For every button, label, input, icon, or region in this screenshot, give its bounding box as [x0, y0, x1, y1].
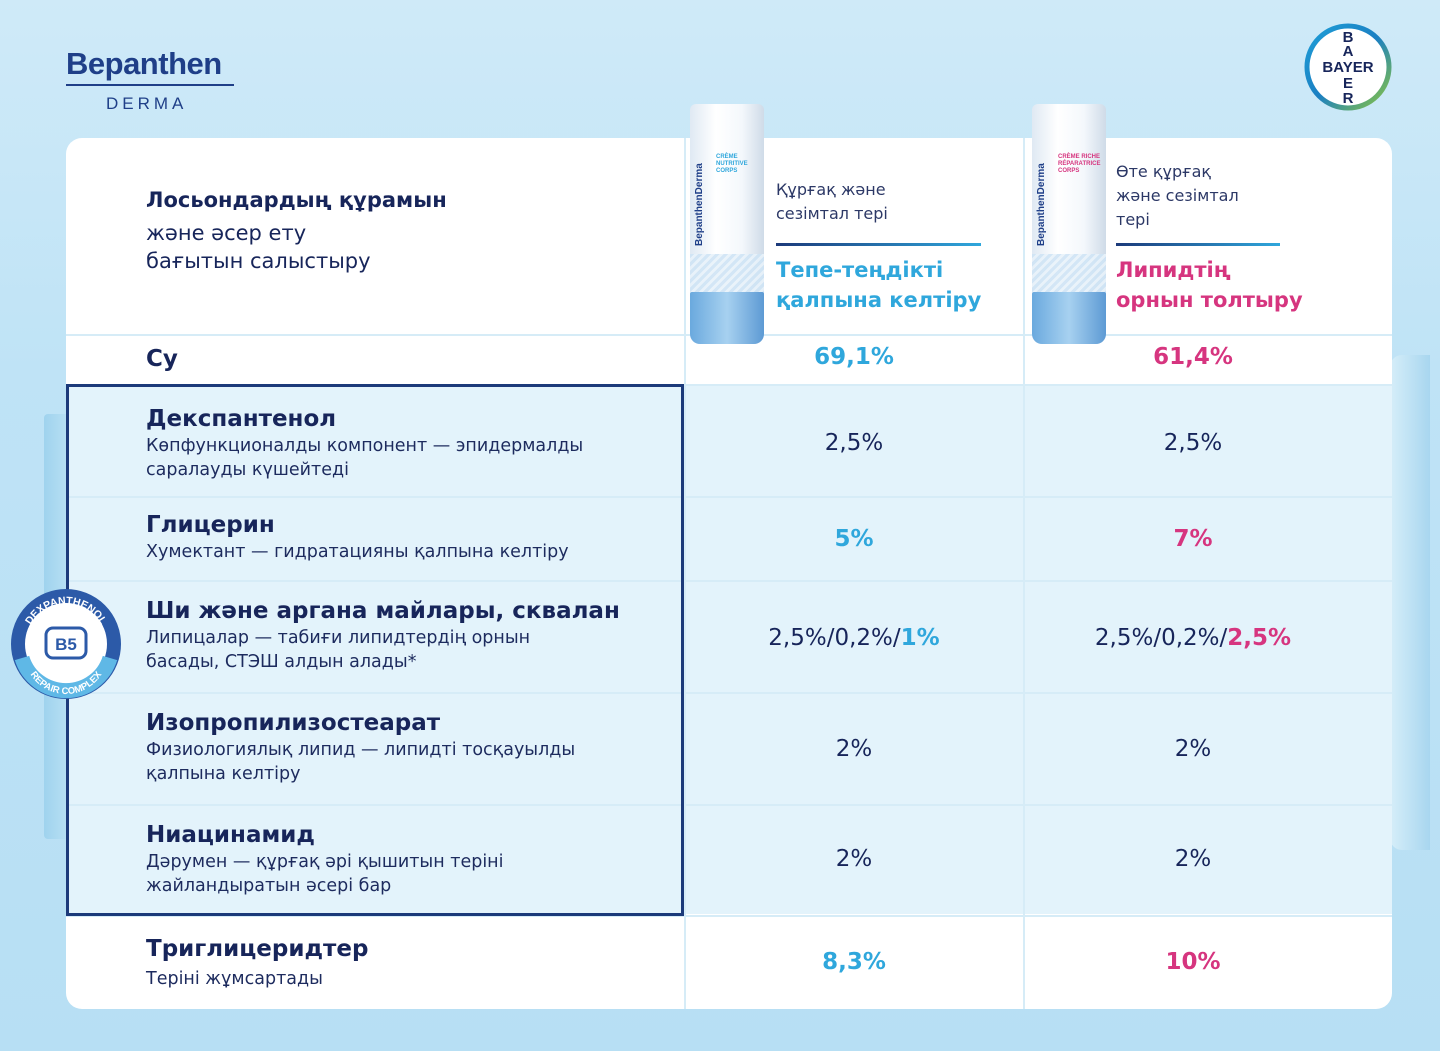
- row-niacinamide-value-1: 2%: [835, 846, 873, 872]
- row-niacinamide-value-2: 2%: [1174, 846, 1212, 872]
- row-oils-name: Ши және аргана майлары, сквалан: [146, 598, 620, 624]
- product-2-tube-brand: BepanthenDerma: [1036, 163, 1047, 246]
- row-oils-desc: Липицалар — табиғи липидтердің орнын: [146, 628, 531, 648]
- column-divider-1: [684, 138, 686, 1009]
- brand-sub: DERMA: [106, 94, 188, 113]
- product-1-underline: [776, 243, 981, 246]
- product-2-skin-type-3: тері: [1116, 210, 1150, 229]
- product-2-skin-type-2: және сезімтал: [1116, 186, 1239, 205]
- product-1-tube-pattern: [690, 254, 764, 294]
- row-glycerin-value-2: 7%: [1173, 526, 1213, 552]
- product-2-tube-cap: [1032, 292, 1106, 344]
- background-tube-right: [1390, 355, 1430, 850]
- brand-underline: [66, 84, 234, 86]
- product-2-tube-image: [1032, 104, 1106, 344]
- row-triglycerides-value-1: 8,3%: [822, 949, 886, 975]
- row-oils-value-2: [1023, 625, 1363, 651]
- row-isopropyl-value-2: 2%: [1174, 736, 1212, 762]
- row-water-name: Су: [146, 346, 178, 372]
- badge-b5: B5: [55, 635, 77, 654]
- product-2-tube-pattern: [1032, 254, 1106, 294]
- row-niacinamide-desc: Дәрумен — құрғақ әрі қышитын теріні: [146, 852, 504, 872]
- row-dexpanthenol-name: Декспантенол: [146, 406, 337, 432]
- product-2-skin-type: Өте құрғақ: [1116, 162, 1212, 181]
- product-1-tube-image: [690, 104, 764, 344]
- row-isopropyl-value-1: 2%: [835, 736, 873, 762]
- column-divider-2: [1023, 138, 1025, 1009]
- bayer-logo: [1303, 22, 1393, 112]
- row-oils-value-1-post: 1%: [900, 625, 940, 651]
- row-glycerin-desc: Хумектант — гидратацияны қалпына келтіру: [146, 542, 569, 562]
- row-triglycerides-name: Триглицеридтер: [146, 936, 369, 962]
- product-1-effect-2: қалпына келтіру: [776, 288, 982, 312]
- row-oils-value-2-pre: 2,5%/0,2%/: [1094, 625, 1228, 651]
- product-1-skin-type: Құрғақ және: [776, 180, 886, 199]
- product-1-tube-cap: [690, 292, 764, 344]
- row-triglycerides-desc: Теріні жұмсартады: [146, 969, 323, 989]
- product-1-skin-type-2: сезімтал тері: [776, 204, 888, 223]
- product-1-effect: Тепе-теңдікті: [776, 258, 944, 282]
- badge-top-text: DEXPANTHENOL: [23, 594, 109, 627]
- svg-text:BAYER: BAYER: [1322, 59, 1374, 76]
- header-subtitle-1: және әсер ету: [146, 221, 307, 245]
- product-2-effect: Липидтің: [1116, 258, 1231, 282]
- svg-text:A: A: [1342, 43, 1354, 60]
- row-oils-value-2-post: 2,5%: [1227, 625, 1292, 651]
- row-niacinamide-name: Ниацинамид: [146, 822, 315, 848]
- row-oils-value-1: [684, 625, 1024, 651]
- product-2-effect-2: орнын толтыру: [1116, 288, 1303, 312]
- row-dexpanthenol-desc-2: саралауды күшейтеді: [146, 460, 349, 480]
- product-1-tube-label: CRÈME NUTRITIVE CORPS: [716, 154, 748, 174]
- row-oils-desc-2: басады, СТЭШ алдын алады*: [146, 652, 417, 672]
- product-2-underline: [1116, 243, 1280, 246]
- brand-name: Bepanthen: [66, 46, 222, 81]
- row-isopropyl-desc: Физиологиялық липид — липидті тосқауылды: [146, 740, 576, 760]
- row-oils-value-1-pre: 2,5%/0,2%/: [768, 625, 901, 651]
- row-isopropyl-desc-2: қалпына келтіру: [146, 764, 301, 784]
- row-glycerin-value-1: 5%: [834, 526, 874, 552]
- product-2-tube-label: CRÈME RICHE RÉPARATRICE CORPS: [1058, 154, 1101, 174]
- row-isopropyl-name: Изопропилизостеарат: [146, 710, 441, 736]
- svg-text:R: R: [1342, 90, 1354, 107]
- dexpanthenol-badge: [10, 588, 122, 700]
- badge-bottom-text: REPAIR COMPLEX: [27, 669, 105, 698]
- row-water-value-2: 61,4%: [1153, 344, 1233, 370]
- row-niacinamide-desc-2: жайландыратын әсері бар: [146, 876, 392, 896]
- bepanthen-logo: [66, 46, 246, 114]
- row-triglycerides-value-2: 10%: [1165, 949, 1221, 975]
- product-1-tube-brand: BepanthenDerma: [694, 163, 705, 246]
- row-dexpanthenol-value-1: 2,5%: [824, 430, 884, 456]
- svg-text:B: B: [1342, 29, 1354, 46]
- header-title: Лосьондардың құрамын: [146, 188, 447, 212]
- row-dexpanthenol-value-2: 2,5%: [1163, 430, 1223, 456]
- row-glycerin-name: Глицерин: [146, 512, 275, 538]
- svg-text:E: E: [1342, 75, 1354, 92]
- header-subtitle-2: бағытын салыстыру: [146, 249, 371, 273]
- row-water-value-1: 69,1%: [814, 344, 894, 370]
- row-dexpanthenol-desc: Көпфункционалды компонент — эпидермалды: [146, 436, 584, 456]
